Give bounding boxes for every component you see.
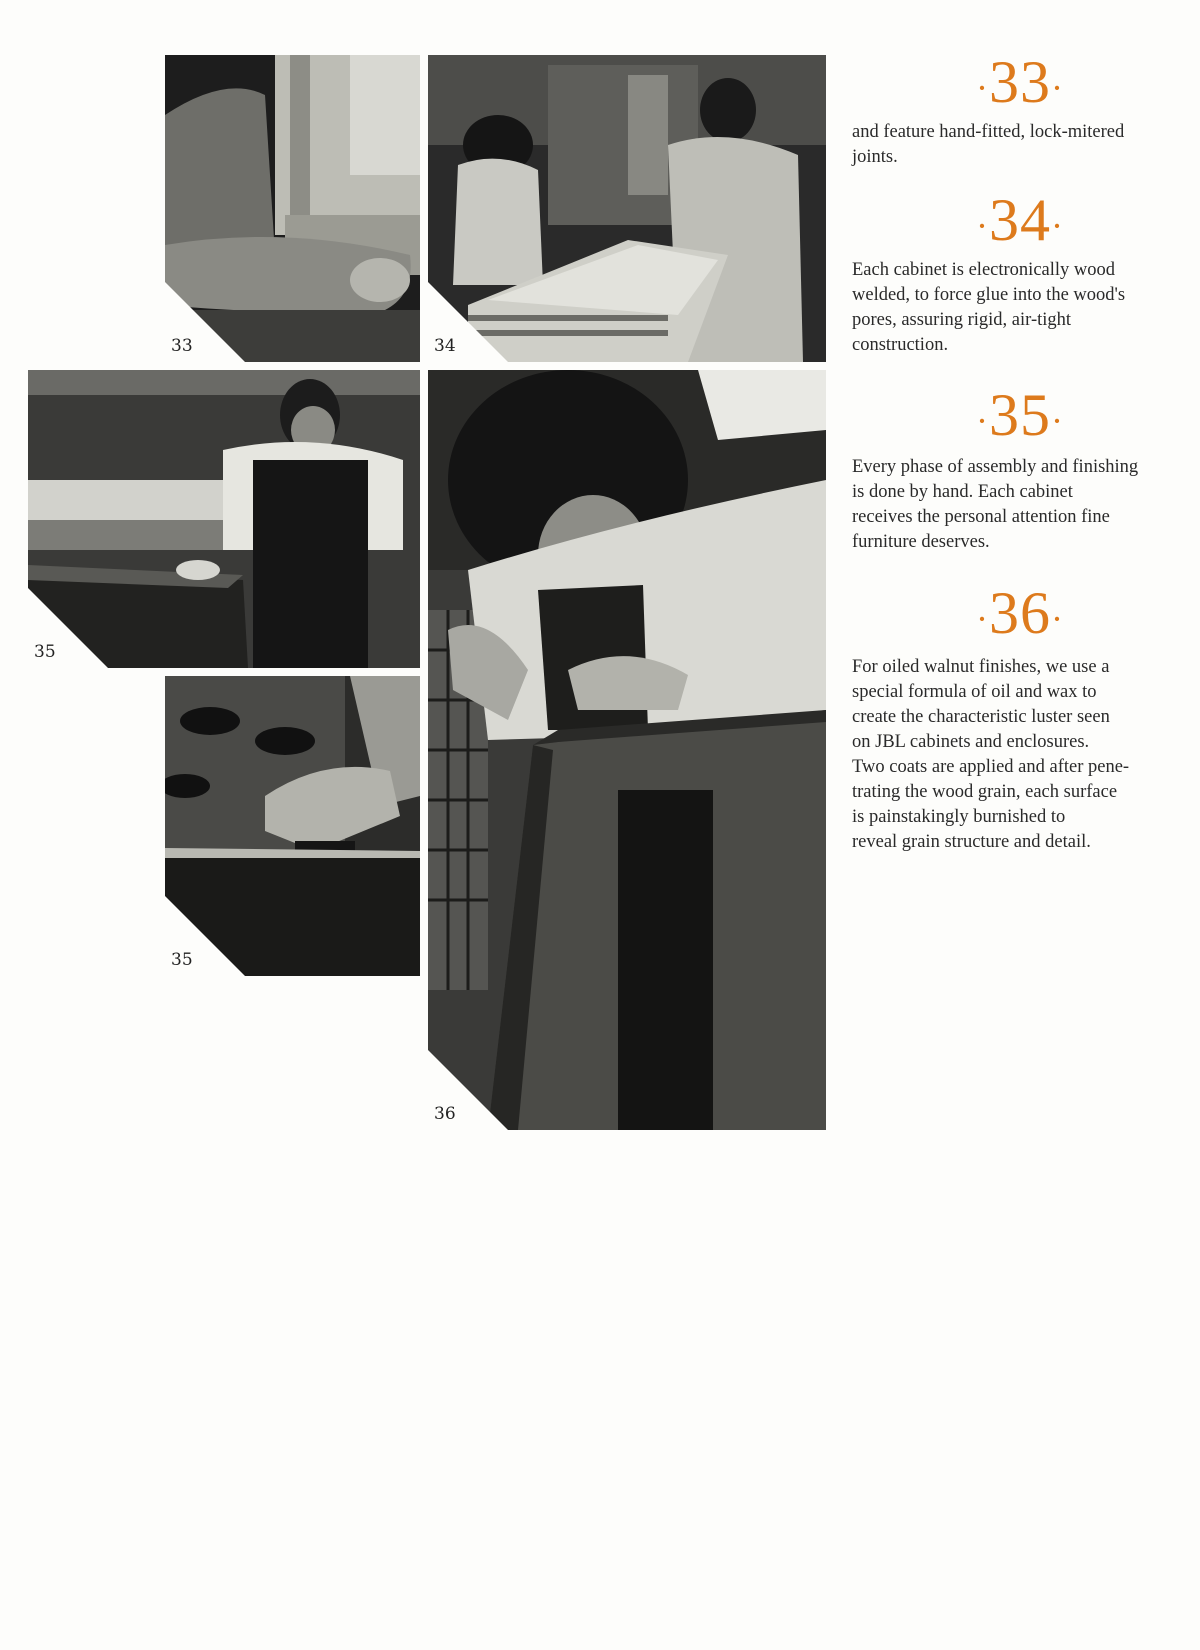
photo-label: 34 [434, 336, 456, 356]
section-number-34: ·34· [976, 187, 1064, 253]
photo-36 [428, 370, 826, 1130]
photo-35-top [28, 370, 420, 668]
section-number-36: ·36· [976, 580, 1064, 646]
photo-label: 33 [171, 336, 193, 356]
section-number-35: ·35· [976, 382, 1064, 448]
section-text-35: Every phase of assembly and finishing is done by hand. Each cabinet receives the personal attention fine furniture deserves. [852, 457, 1139, 552]
photo-33 [165, 55, 420, 362]
section-text-36: For oiled walnut finishes, we use a special formula of oil and wax to create the characteristic luster seen on JBL cabinets and enclosures. Two coats are applied and after pene- trating the wood grain, each surface is painstakingly burnished to reveal grain structure and detail. [852, 657, 1130, 852]
photo-35-bottom [165, 676, 420, 976]
section-number-33: ·33· [976, 49, 1064, 115]
section-text-33: and feature hand-fitted, lock-mitered joints. [852, 122, 1125, 167]
photo-label: 36 [434, 1104, 456, 1124]
photo-34 [428, 55, 826, 362]
photo-label: 35 [171, 950, 193, 970]
photo-label: 35 [34, 642, 56, 662]
section-text-34: Each cabinet is electronically wood welded, to force glue into the wood's pores, assuring rigid, air-tight construction. [852, 260, 1126, 355]
